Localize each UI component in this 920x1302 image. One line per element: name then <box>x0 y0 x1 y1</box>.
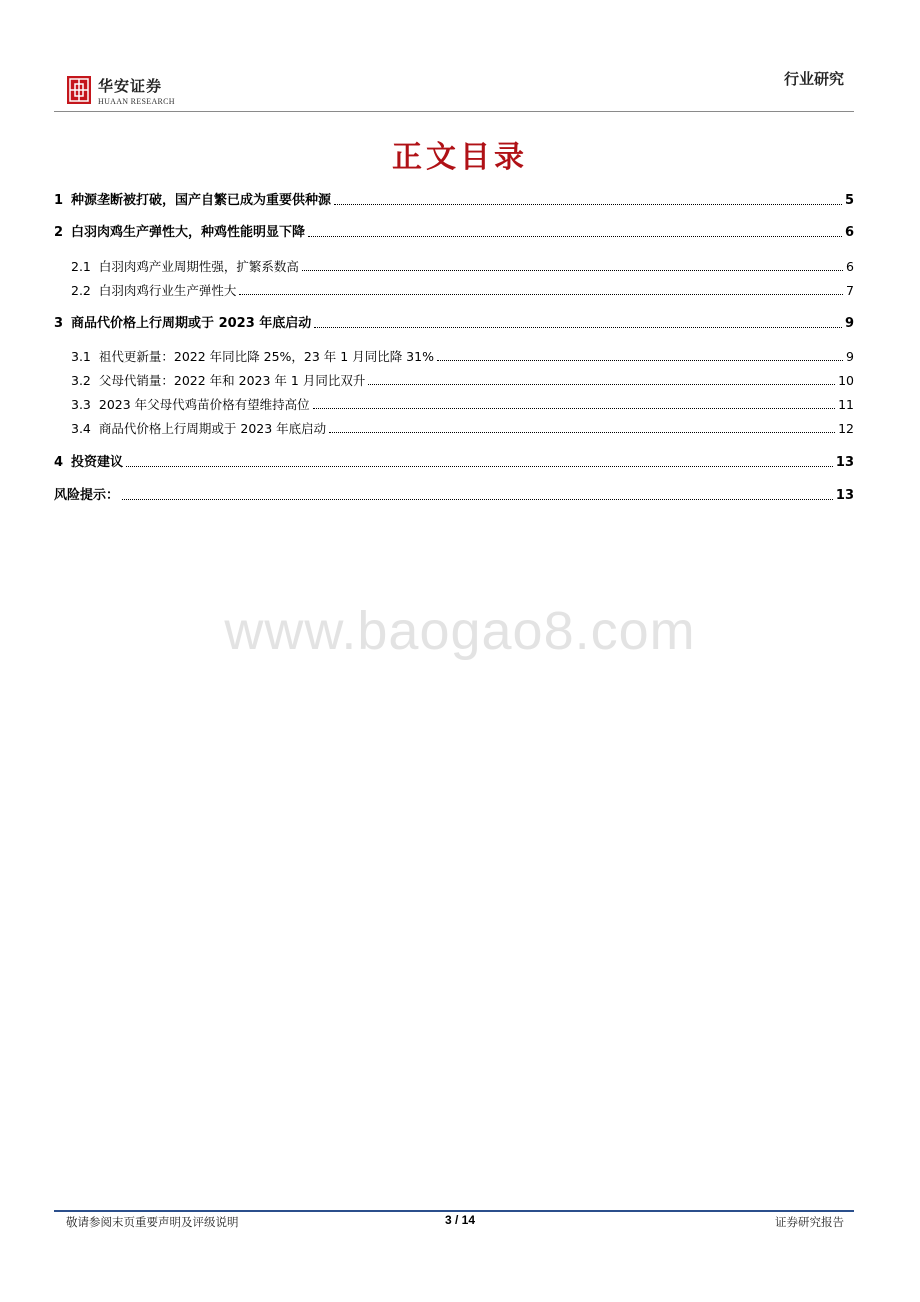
toc-entry-page: 10 <box>838 373 854 388</box>
toc-entry-number: 3.3 <box>71 397 91 412</box>
report-category: 行业研究 <box>783 70 844 88</box>
toc-entry-title: 商品代价格上行周期或于 2023 年底启动 <box>71 316 312 331</box>
footer-disclaimer: 敬请参阅末页重要声明及评级说明 <box>66 1215 239 1229</box>
toc-entry[interactable] <box>54 348 854 365</box>
toc-entry-title: 白羽肉鸡产业周期性强，扩繁系数高 <box>98 259 299 274</box>
toc-entry[interactable] <box>54 420 854 437</box>
toc-entry-number: 3.1 <box>71 349 91 364</box>
toc-entry-number: 3.4 <box>71 421 91 436</box>
toc-dot-leader <box>334 204 842 205</box>
toc-entry-number: 4 <box>54 455 64 470</box>
toc-dot-leader <box>368 384 835 385</box>
toc-entry-number: 2.2 <box>71 283 91 298</box>
logo-text-cn: 华安证券 <box>98 77 163 95</box>
toc-dot-leader <box>437 360 843 361</box>
toc-dot-leader <box>302 270 843 271</box>
toc-entry[interactable] <box>54 258 854 275</box>
toc-entry-page: 13 <box>835 488 854 503</box>
toc-entry-title: 商品代价格上行周期或于 2023 年底启动 <box>98 421 327 436</box>
toc-entry-title: 风险提示： <box>54 488 120 503</box>
toc-entry-title: 投资建议 <box>71 455 124 470</box>
toc-entry[interactable] <box>54 396 854 413</box>
toc-entry-title: 种源垄断被打破，国产自繁已成为重要供种源 <box>71 193 332 208</box>
huaan-seal-icon <box>66 75 92 105</box>
toc-entry-page: 13 <box>835 455 854 470</box>
company-logo <box>66 72 186 112</box>
toc-entry-page: 11 <box>838 397 854 412</box>
toc-entry-page: 9 <box>844 316 854 331</box>
toc-entry[interactable] <box>54 282 854 299</box>
toc-entry-page: 6 <box>846 259 854 274</box>
toc-entry[interactable] <box>54 454 854 471</box>
toc-dot-leader <box>122 499 833 500</box>
toc-entry[interactable] <box>54 372 854 389</box>
toc-dot-leader <box>126 466 833 467</box>
footer-divider <box>54 1210 854 1212</box>
toc-entry-number: 3 <box>54 316 64 331</box>
toc-entry-title: 白羽肉鸡行业生产弹性大 <box>98 283 237 298</box>
toc-entry-title: 祖代更新量：2022 年同比降 25%，23 年 1 月同比降 31% <box>98 349 434 364</box>
toc-dot-leader <box>329 432 835 433</box>
toc-entry-page: 7 <box>846 283 854 298</box>
toc-entry-page: 5 <box>844 193 854 208</box>
toc-entry-number: 3.2 <box>71 373 91 388</box>
toc-entry-number: 2 <box>54 225 64 240</box>
page-number: 3 / 14 <box>444 1213 476 1227</box>
toc-entry[interactable] <box>54 192 854 209</box>
toc-dot-leader <box>314 327 842 328</box>
toc-title: 正文目录 <box>392 140 528 175</box>
toc-entry-number: 1 <box>54 193 64 208</box>
logo-text-en: HUAAN RESEARCH <box>98 97 175 106</box>
toc-entry[interactable] <box>54 315 854 332</box>
toc-entry-page: 6 <box>844 225 854 240</box>
toc-entry-page: 12 <box>838 421 854 436</box>
footer-report-type: 证券研究报告 <box>775 1215 844 1229</box>
toc-entry-number: 2.1 <box>71 259 91 274</box>
toc-entry-title: 父母代销量：2022 年和 2023 年 1 月同比双升 <box>98 373 366 388</box>
toc-dot-leader <box>308 236 842 237</box>
toc-dot-leader <box>313 408 835 409</box>
toc-entry-title: 白羽肉鸡生产弹性大，种鸡性能明显下降 <box>71 225 306 240</box>
toc-dot-leader <box>239 294 843 295</box>
toc-entry[interactable] <box>54 224 854 241</box>
watermark: www.baogao8.com <box>224 601 696 661</box>
toc-entry-page: 9 <box>846 349 854 364</box>
toc-entry-title: 2023 年父母代鸡苗价格有望维持高位 <box>98 397 310 412</box>
toc-entry[interactable] <box>54 487 854 504</box>
header-divider <box>54 111 854 112</box>
